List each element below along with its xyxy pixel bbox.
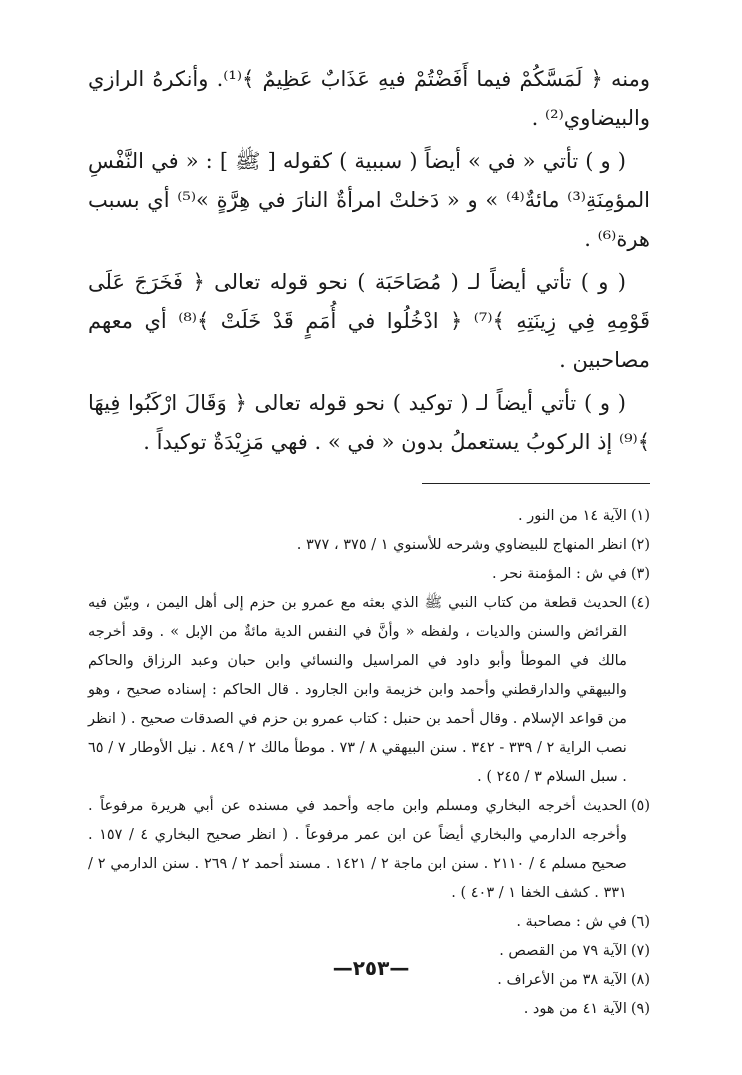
footnote-number: (٩)	[630, 1001, 650, 1017]
footnote-text: الآية ٤١ من هود .	[523, 1001, 627, 1017]
footnote-text: الآية ١٤ من النور .	[518, 508, 627, 524]
paragraph-1: ومنه ﴿ لَمَسَّكُمْ فيما أَفَضْتُمْ فيهِ عَذَابٌ عَظِيمٌ ﴾⁽¹⁾. وأنكرهُ الرازي والبيضاوي⁽²⁾ .	[88, 67, 650, 130]
footnote-number: (٧)	[630, 943, 650, 959]
footnote-number: (٨)	[630, 972, 650, 988]
footnote-separator	[422, 483, 650, 484]
footnote-2	[88, 531, 650, 560]
footnote-number: (٦)	[630, 914, 650, 930]
paragraph-2: ( و ) تأتي « في » أيضاً ( سببية ) كقوله [ ﷺ ] : « في النَّفْسِ المؤمِنَةِ⁽³⁾ مائةٌ⁽⁴⁾ » و « دَخلتْ امرأةٌ النارَ في هِرَّةٍ »⁽⁵⁾ أي بسبب هرة⁽⁶⁾ .	[88, 149, 650, 251]
footnote-number: (١)	[630, 508, 650, 524]
paragraph-3: ( و ) تأتي أيضاً لـ ( مُصَاحَبَة ) نحو قوله تعالى ﴿ فَخَرَجَ عَلَى قَوْمِهِ فِي زِينَتِهِ ﴾⁽⁷⁾ ﴿ ادْخُلُوا في أُمَمٍ قَدْ خَلَتْ ﴾⁽⁸⁾ أي معهم مصاحبين .	[88, 270, 650, 372]
main-text	[88, 60, 650, 462]
page-number: —٢٥٣—	[332, 956, 410, 980]
footnote-number: (٤)	[630, 595, 650, 611]
footnote-number: (٣)	[630, 566, 650, 582]
footnote-5	[88, 792, 650, 908]
paragraph-4: ( و ) تأتي أيضاً لـ ( توكيد ) نحو قوله تعالى ﴿ وَقَالَ ارْكَبُوا فِيهَا ﴾⁽⁹⁾ إذ الركوبُ يستعملُ بدون « في » . فهي مَزِيْدَةٌ توكيداً .	[88, 391, 650, 454]
footnote-text: الآية ٣٨ من الأعراف .	[497, 972, 627, 988]
footnote-4	[88, 589, 650, 792]
footnote-number: (٢)	[630, 537, 650, 553]
footnote-6	[88, 908, 650, 937]
page-body	[88, 60, 650, 1024]
footnote-9	[88, 995, 650, 1024]
footnote-1	[88, 502, 650, 531]
footnote-text: الحديث أخرجه البخاري ومسلم وابن ماجه وأحمد في مسنده عن أبي هريرة مرفوعاً . وأخرجه الدارمي والبخاري أيضاً عن ابن عمر مرفوعاً . ( انظر صحيح البخاري ٤ / ١٥٧ . صحيح مسلم ٤ / ٢١١٠ . سنن ابن ماجة ٢ / ١٤٢١ . مسند أحمد ٢ / ٢٦٩ . سنن الدارمي ٢ / ٣٣١ . كشف الخفا ١ / ٤٠٣ ) .	[88, 798, 627, 901]
footnote-text: انظر المنهاج للبيضاوي وشرحه للأسنوي ١ / ٣٧٥ ، ٣٧٧ .	[296, 537, 627, 553]
footnotes	[88, 502, 650, 1024]
footnote-number: (٥)	[630, 798, 650, 814]
footnote-text: في ش : المؤمنة نحر .	[491, 566, 627, 582]
footnote-3	[88, 560, 650, 589]
footnote-text: الآية ٧٩ من القصص .	[499, 943, 627, 959]
footnote-text: الحديث قطعة من كتاب النبي ﷺ الذي بعثه مع عمرو بن حزم إلى أهل اليمن ، وبيّن فيه القرائض والسنن والديات ، ولفظه « وأنَّ في النفس الدية مائةٌ من الإبل » . وقد أخرجه مالك في الموطأ وأبو داود في المراسيل والنسائي وابن حبان وعبد الرزاق والحاكم والبيهقي والدارقطني وأحمد وابن خزيمة وابن الجارود . قال الحاكم : إسناده صحيح ، وهو من قواعد الإسلام . وقال أحمد بن حنبل : كتاب عمرو بن حزم في الصدقات صحيح . ( انظر نصب الراية ٢ / ٣٣٩ - ٣٤٢ . سنن البيهقي ٨ / ٧٣ . موطأ مالك ٢ / ٨٤٩ . نيل الأوطار ٧ / ٦٥ . سبل السلام ٣ / ٢٤٥ ) .	[88, 595, 627, 785]
footnote-text: في ش : مصاحبة .	[516, 914, 627, 930]
